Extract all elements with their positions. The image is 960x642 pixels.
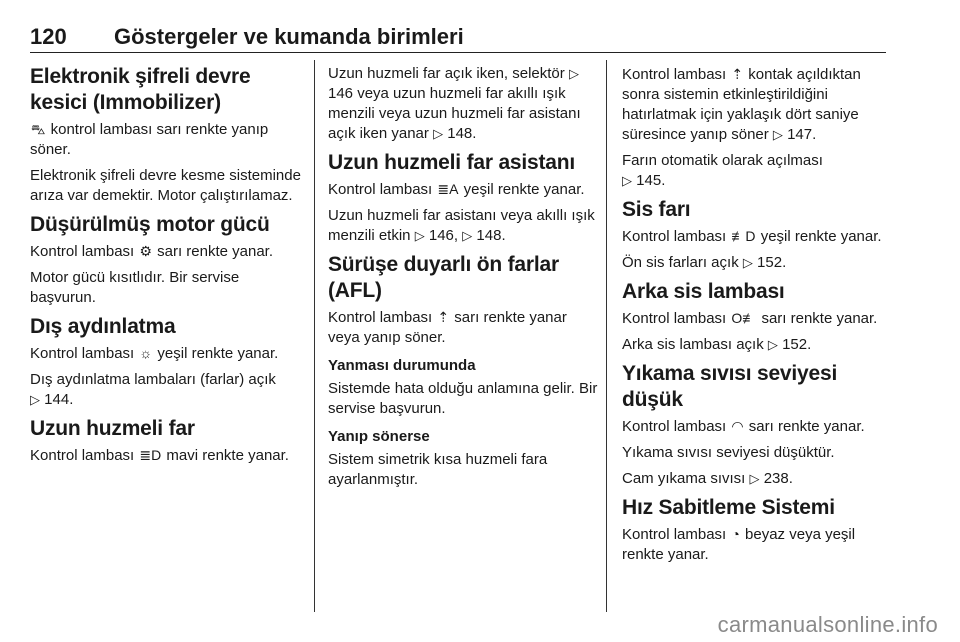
column-2	[328, 58, 600, 496]
section-heading-fog-light: Sis farı	[622, 198, 691, 221]
fog-light-icon: ≢D	[731, 228, 756, 244]
section-heading-exterior-light: Dış aydınlatma	[30, 315, 176, 338]
paragraph: Kontrol lambası ◠ sarı renkte yanar.	[622, 418, 865, 435]
page-reference-link[interactable]: 144.	[44, 391, 74, 408]
afl-icon: ⇡	[437, 309, 450, 325]
exterior-light-icon: ☼	[139, 345, 153, 361]
section-heading-washer-fluid: Yıkama sıvısı seviyesi düşük	[622, 362, 838, 411]
page-reference-icon: ▷	[462, 228, 473, 243]
page-reference-link[interactable]: 148.	[476, 227, 506, 244]
paragraph: Dış aydınlatma lambaları (farlar) açık ▷ 144.	[30, 371, 276, 408]
column-1	[30, 58, 302, 472]
page-reference-link[interactable]: 145.	[636, 172, 666, 189]
paragraph: Kontrol lambası ◔ beyaz veya yeşil renkte yanar.	[622, 526, 856, 563]
section-heading-rear-fog: Arka sis lambası	[622, 280, 785, 303]
high-beam-assist-icon: ≣A	[437, 181, 459, 197]
paragraph: Kontrol lambası ⇡ sarı renkte yanar veya yanıp söner.	[328, 309, 567, 346]
section-heading-high-beam: Uzun huzmeli far	[30, 417, 195, 440]
page-reference-link[interactable]: 146,	[428, 227, 459, 244]
paragraph: Kontrol lambası ⚙ sarı renkte yanar.	[30, 243, 274, 260]
section-heading-reduced-power: Düşürülmüş motor gücü	[30, 213, 270, 236]
page-reference-icon: ▷	[742, 255, 753, 270]
page-reference-link[interactable]: 146	[328, 85, 354, 102]
washer-fluid-icon: ◠	[731, 418, 744, 434]
page-reference-link[interactable]: 148.	[447, 125, 477, 142]
running-title: Göstergeler ve kumanda birimleri	[114, 24, 464, 49]
paragraph: Motor gücü kısıtlıdır. Bir servise başvurun.	[30, 269, 240, 306]
section-heading-cruise-control: Hız Sabitleme Sistemi	[622, 496, 835, 519]
page-reference-icon: ▷	[30, 392, 40, 407]
paragraph: Kontrol lambası ≣D mavi renkte yanar.	[30, 447, 289, 464]
paragraph: Uzun huzmeli far asistanı veya akıllı ışık menzili etkin ▷ 146, ▷ 148.	[328, 207, 595, 244]
paragraph: Kontrol lambası O≢ sarı renkte yanar.	[622, 310, 878, 327]
paragraph: Farın otomatik olarak açılması ▷ 145.	[622, 152, 823, 189]
page-reference-link[interactable]: 147.	[787, 126, 817, 143]
cruise-control-icon: ◔	[731, 526, 740, 542]
page-reference-link[interactable]: 152.	[782, 336, 812, 353]
page-reference-link[interactable]: 152.	[757, 254, 787, 271]
page-reference-icon: ▷	[568, 66, 579, 81]
paragraph: Kontrol lambası ☼ yeşil renkte yanar.	[30, 345, 279, 362]
paragraph: Sistem simetrik kısa huzmeli fara ayarlanmıştır.	[328, 451, 548, 488]
paragraph: Kontrol lambası ≢D yeşil renkte yanar.	[622, 228, 882, 245]
page-reference-icon: ▷	[433, 126, 444, 141]
paragraph: Elektronik şifreli devre kesme sisteminde arıza var demektir. Motor çalıştırılamaz.	[30, 167, 301, 204]
column-divider	[314, 60, 315, 612]
paragraph: Arka sis lambası açık ▷ 152.	[622, 336, 812, 353]
section-heading-high-beam-assist: Uzun huzmeli far asistanı	[328, 151, 576, 174]
paragraph: Kontrol lambası ⇡ kontak açıldıktan sonra sistemin etkinleştirildiğini hatırlatmak için yaklaşık dört saniye süresince yanıp söner ▷ 147.	[622, 66, 861, 143]
afl-icon: ⇡	[731, 66, 744, 82]
page-reference-link[interactable]: 238.	[763, 470, 793, 487]
paragraph: Cam yıkama sıvısı ▷ 238.	[622, 470, 793, 487]
page-reference-icon: ▷	[767, 337, 778, 352]
page-reference-icon: ▷	[622, 173, 632, 188]
column-divider	[606, 60, 607, 612]
paragraph: Kontrol lambası ≣A yeşil renkte yanar.	[328, 181, 585, 198]
paragraph: ⛍ kontrol lambası sarı renkte yanıp söner.	[30, 121, 269, 158]
page-number: 120	[30, 24, 67, 49]
rear-fog-icon: O≢	[731, 310, 757, 326]
watermark: carmanualsonline.info	[717, 612, 938, 637]
subheading: Yanması durumunda	[328, 357, 476, 374]
page-reference-icon: ▷	[772, 127, 783, 142]
section-heading-immobilizer: Elektronik şifreli devre kesici (Immobilizer)	[30, 65, 251, 114]
high-beam-icon: ≣D	[139, 447, 162, 463]
engine-power-icon: ⚙	[139, 243, 152, 259]
section-heading-afl: Sürüşe duyarlı ön farlar (AFL)	[328, 253, 559, 302]
paragraph: Uzun huzmeli far açık iken, selektör ▷ 146 veya uzun huzmeli far akıllı ışık menzili veya uzun huzmeli far asistanı açık iken yanar ▷ 148.	[328, 65, 581, 142]
car-lock-icon: ⛍	[31, 121, 46, 137]
page-header	[30, 22, 886, 53]
paragraph: Sistemde hata olduğu anlamına gelir. Bir servise başvurun.	[328, 380, 598, 417]
subheading: Yanıp sönerse	[328, 428, 430, 445]
paragraph: Ön sis farları açık ▷ 152.	[622, 254, 787, 271]
paragraph: Yıkama sıvısı seviyesi düşüktür.	[622, 444, 835, 461]
page-reference-icon: ▷	[749, 471, 760, 486]
column-3	[622, 58, 888, 571]
page-reference-icon: ▷	[414, 228, 425, 243]
